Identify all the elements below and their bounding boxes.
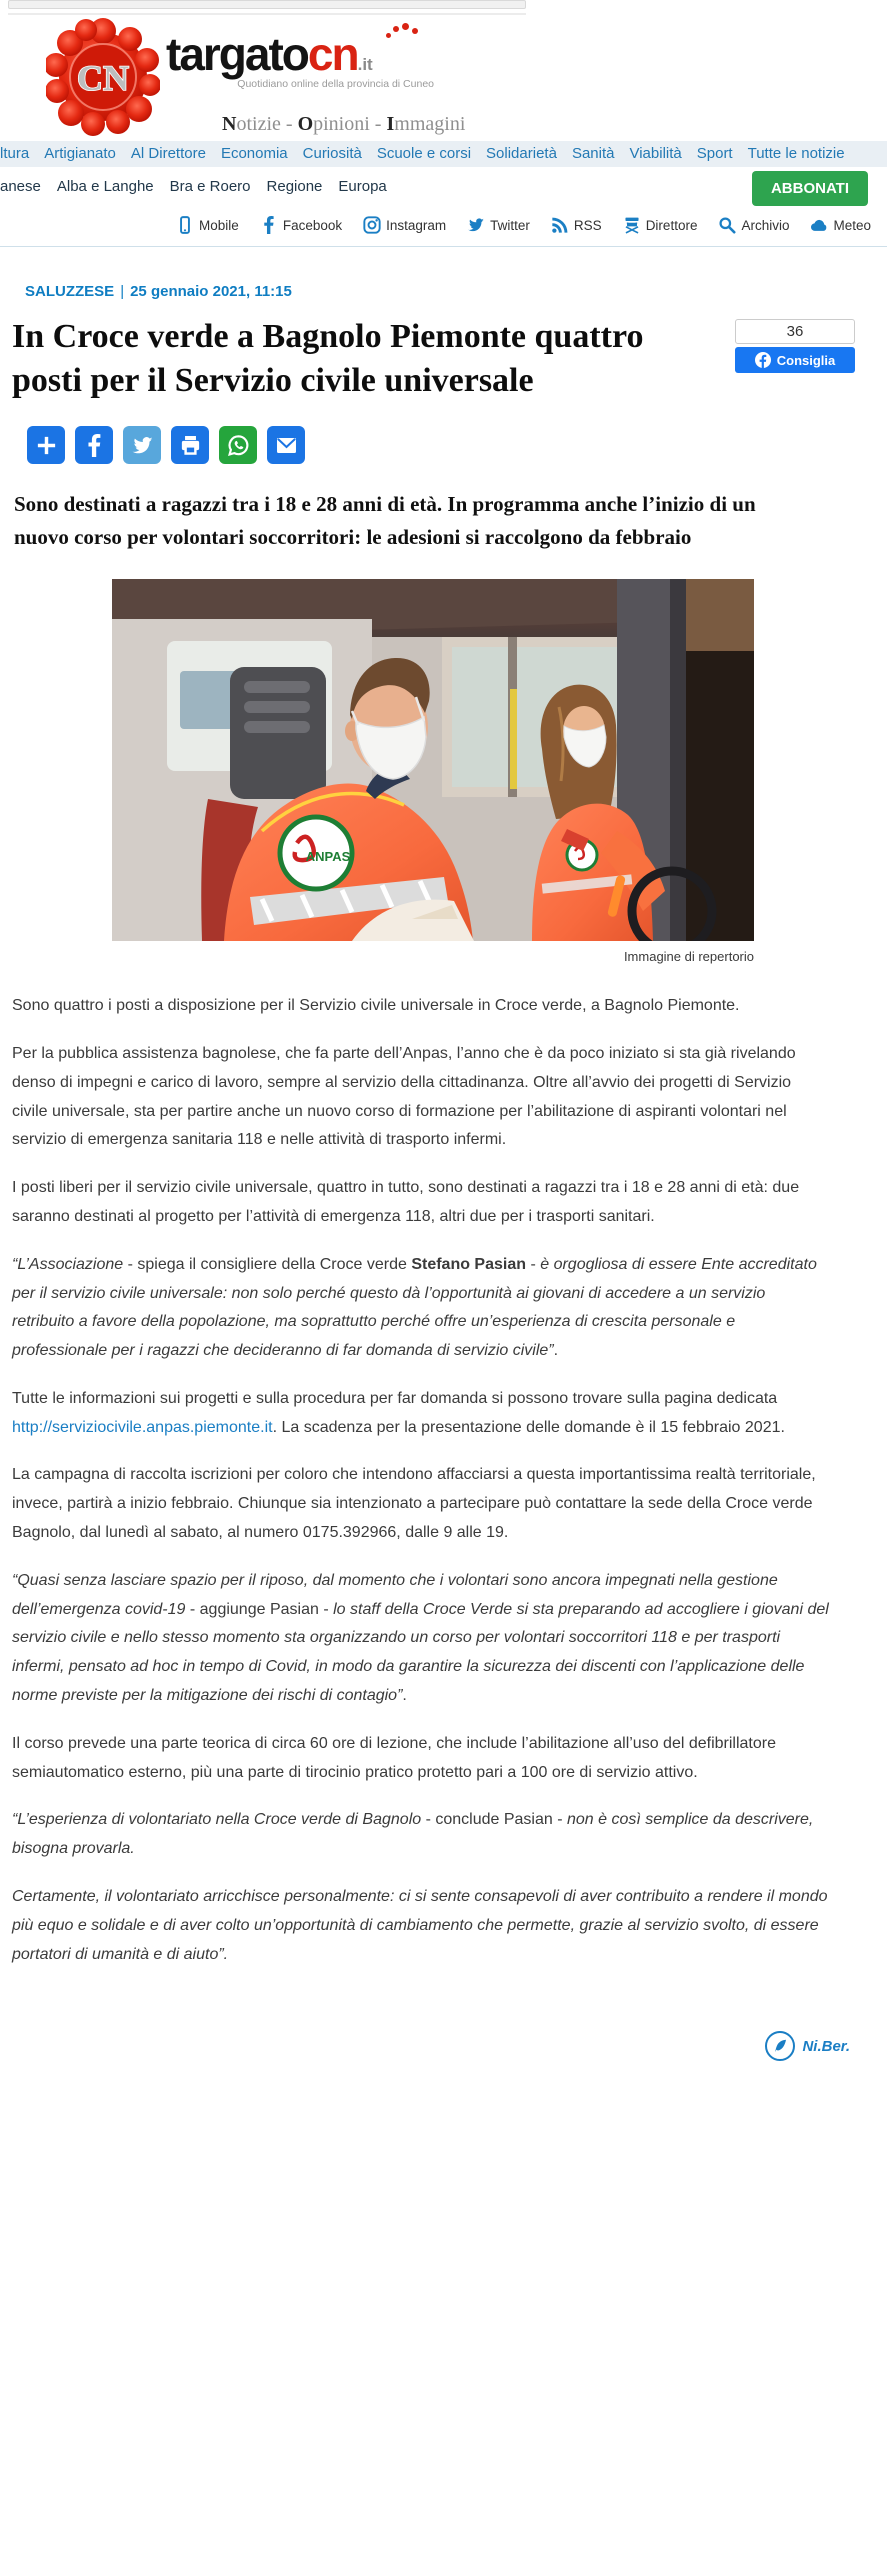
social-links-row xyxy=(0,206,887,247)
social-label: Archivio xyxy=(741,217,790,233)
article-datetime: 25 gennaio 2021, 11:15 xyxy=(130,283,292,300)
social-link-direttore[interactable] xyxy=(623,216,698,234)
article-photo-block xyxy=(112,579,754,964)
category-label[interactable]: SALUZZESE xyxy=(25,283,115,300)
article-meta xyxy=(25,283,875,300)
text-run: Stefano Pasian xyxy=(411,1255,527,1273)
twitter-share-icon xyxy=(131,434,154,457)
brand-block[interactable] xyxy=(166,28,434,90)
mobile-icon xyxy=(176,216,194,234)
whatsapp-icon xyxy=(227,434,250,457)
paragraph xyxy=(12,1883,830,1969)
text-run: . xyxy=(402,1687,407,1705)
brand-name: targato xyxy=(166,28,308,80)
subnav-item[interactable]: Regione xyxy=(266,178,323,195)
article xyxy=(0,283,887,2061)
article-title: In Croce verde a Bagnolo Piemonte quattro posti per il Servizio civile universale xyxy=(12,318,644,399)
text-run: - conclude Pasian - xyxy=(421,1811,567,1829)
brand-wordmark xyxy=(166,28,434,80)
nav-item[interactable]: Scuole e corsi xyxy=(376,145,472,162)
paragraph xyxy=(12,1174,830,1232)
paragraph xyxy=(12,1385,830,1443)
subnav-item[interactable]: anese xyxy=(0,178,41,195)
social-label: Direttore xyxy=(645,217,698,233)
rss-icon xyxy=(551,216,569,234)
text-run: - spiega il consigliere della Croce verde xyxy=(123,1255,412,1273)
brand-tagline: Quotidiano online della provincia di Cuneo xyxy=(237,78,434,90)
facebook-recommend-label: Consiglia xyxy=(776,352,836,368)
share-button-share[interactable] xyxy=(27,426,65,464)
social-label: Instagram xyxy=(386,217,447,233)
primary-nav xyxy=(0,141,887,167)
facebook-count: 36 xyxy=(735,319,855,344)
secondary-nav-items xyxy=(0,178,387,195)
social-label: Twitter xyxy=(490,217,530,233)
director-chair-icon xyxy=(623,216,641,234)
nav-item[interactable]: Sanità xyxy=(571,145,615,162)
share-button-whatsapp[interactable] xyxy=(219,426,257,464)
nav-item[interactable]: Economia xyxy=(220,145,288,162)
nav-item[interactable]: Al Direttore xyxy=(130,145,206,162)
facebook-share-icon xyxy=(83,434,106,457)
anpas-logo-text: ANPAS xyxy=(305,849,351,865)
text-run: lo staff della Croce Verde si sta preparando ad accogliere i giovani del servizio civile e nello stesso momento sta organizzando un corso per volontari soccorritori 118 e per trasporti infermi, pensato ad hoc in tempo di Covid, in modo da garantire la sicurezza dei discenti con l’applicazione delle norme previste per la mitigazione dei rischi di contagio” xyxy=(12,1600,829,1705)
facebook-circle-icon xyxy=(755,352,771,368)
social-label: Facebook xyxy=(282,217,343,233)
text-run: - xyxy=(526,1255,541,1273)
facebook-recommend-button[interactable] xyxy=(735,347,855,373)
brand-tld: .it xyxy=(357,55,373,74)
text-run: “L’Associazione xyxy=(12,1255,124,1273)
secondary-nav xyxy=(0,167,887,206)
social-link-archivio[interactable] xyxy=(718,216,789,234)
text-run: non è così semplice da descrivere, bisogna provarla. xyxy=(12,1811,814,1858)
social-link-meteo[interactable] xyxy=(810,216,871,234)
facebook-recommend-widget xyxy=(735,319,855,373)
social-label: Mobile xyxy=(199,217,239,233)
site-motto: Notizie - Opinioni - Immagini xyxy=(222,113,466,135)
nav-item[interactable]: Solidarietà xyxy=(486,145,557,162)
paragraph xyxy=(12,1806,830,1864)
byline-name: Ni.Ber. xyxy=(802,2037,850,2055)
paragraph xyxy=(12,1040,830,1155)
meta-separator: | xyxy=(120,283,125,300)
text-run: “Quasi senza lasciare spazio per il riposo, dal momento che i volontari sono ancora impegnati nella gestione dell’emergenza covid-19 xyxy=(12,1571,778,1618)
paragraph xyxy=(12,1730,830,1788)
text-run: - aggiunge Pasian - xyxy=(185,1600,334,1618)
photo-caption: Immagine di repertorio xyxy=(623,949,754,965)
text-run: . xyxy=(553,1342,559,1360)
social-label: Meteo xyxy=(833,217,871,233)
social-link-mobile[interactable] xyxy=(176,216,239,234)
subnav-item[interactable]: Bra e Roero xyxy=(169,178,251,195)
text-run: Tutte le informazioni sui progetti e sulla procedura per far domanda si possono trovare sulla pagina dedicata xyxy=(12,1389,778,1407)
quill-icon xyxy=(765,2031,795,2061)
paragraph xyxy=(12,992,830,1021)
text-run: Il corso prevede una parte teorica di circa 60 ore di lezione, che include l’abilitazione all’uso del defibrillatore semiautomatico esterno, più una parte di tirocinio pratico protetto pari a 100 ore di servizio attivo. xyxy=(12,1734,776,1781)
instagram-icon xyxy=(363,216,381,234)
subnav-item[interactable]: Alba e Langhe xyxy=(56,178,154,195)
paragraph xyxy=(12,1567,830,1711)
site-header xyxy=(0,15,887,141)
print-icon xyxy=(179,434,202,457)
nav-item[interactable]: Curiosità xyxy=(302,145,362,162)
text-run: Per la pubblica assistenza bagnolese, che fa parte dell’Anpas, l’anno che è da poco iniziato si sta già rivelando denso di impegni e carico di lavoro, sempre al servizio della cittadinanza. Oltre all’avvio dei progetti di Servizio civile universale, sta per partire anche un nuovo corso di formazione per l’abilitazione di aspiranti volontari nel servizio di emergenza sanitaria 118 e nelle attività di trasporto infermi. xyxy=(12,1044,796,1149)
share-button-twitter[interactable] xyxy=(123,426,161,464)
article-body xyxy=(12,992,830,1969)
text-run: Sono quattro i posti a disposizione per il Servizio civile universale in Croce verde, a Bagnolo Piemonte. xyxy=(12,997,740,1015)
cn-seal-logo[interactable] xyxy=(46,17,160,142)
byline xyxy=(12,2031,850,2061)
social-link-facebook[interactable] xyxy=(260,216,342,234)
subscribe-button[interactable]: ABBONATI xyxy=(752,171,868,206)
share-plus-icon xyxy=(35,434,58,457)
text-run: I posti liberi per il servizio civile universale, quattro in tutto, sono destinati a ragazzi tra i 18 e 28 anni di età: due saranno destinati al progetto per l’attività di emergenza 118, altri due per i trasporti sanitari. xyxy=(12,1179,800,1225)
paragraph xyxy=(12,1251,830,1366)
article-photo xyxy=(112,579,754,941)
text-run: . La scadenza per la presentazione delle domande è il 15 febbraio 2021. xyxy=(272,1418,785,1436)
body-link[interactable]: http://serviziocivile.anpas.piemonte.it xyxy=(12,1418,273,1436)
social-label: RSS xyxy=(573,217,602,233)
nav-item[interactable]: Tutte le notizie xyxy=(747,145,845,162)
twitter-icon xyxy=(467,216,485,234)
text-run: è orgogliosa di essere Ente accreditato per il servizio civile universale: non solo perché questo dà l’opportunità ai giovani di accedere a un servizio retribuito a favore della popolazione, ma soprattutto perché offre un’esperienza di crescita personale e professionale per i ragazzi che decideranno di far domanda di servizio civile” xyxy=(12,1255,817,1360)
cloud-icon xyxy=(810,216,828,234)
social-link-rss[interactable] xyxy=(551,216,602,234)
brand-dots-decoration xyxy=(386,23,420,41)
top-banner-strip xyxy=(8,0,526,9)
share-button-email[interactable] xyxy=(267,426,305,464)
social-link-instagram[interactable] xyxy=(363,216,446,234)
nav-item[interactable]: Artigianato xyxy=(44,145,116,162)
nav-item[interactable]: ltura xyxy=(0,145,30,162)
share-button-print[interactable] xyxy=(171,426,209,464)
search-icon xyxy=(718,216,736,234)
share-button-facebook[interactable] xyxy=(75,426,113,464)
nav-item[interactable]: Viabilità xyxy=(629,145,682,162)
brand-accent: cn xyxy=(307,28,358,80)
nav-item[interactable]: Sport xyxy=(696,145,733,162)
seal-text: CN xyxy=(77,58,129,98)
text-run: La campagna di raccolta iscrizioni per coloro che intendono affacciarsi a questa importantissima realtà territoriale, invece, partirà a inizio febbraio. Chiunque sia intenzionato a partecipare può contattare la sede della Croce verde Bagnolo, dal lunedì al sabato, al numero 0175.392966, dalle 9 alle 19. xyxy=(12,1466,816,1542)
facebook-icon xyxy=(260,216,278,234)
paragraph xyxy=(12,1461,830,1547)
bottom-whitespace xyxy=(0,2061,887,2221)
share-buttons-row xyxy=(27,426,875,464)
email-icon xyxy=(275,434,298,457)
text-run: “L’esperienza di volontariato nella Croce verde di Bagnolo xyxy=(12,1811,422,1829)
article-subtitle: Sono destinati a ragazzi tra i 18 e 28 anni di età. In programma anche l’inizio di un nuovo corso per volontari soccorritori: le adesioni si raccolgono da febbraio xyxy=(14,492,756,549)
text-run: Certamente, il volontariato arricchisce personalmente: ci si sente consapevoli di aver contribuito a rendere il mondo più equo e solidale e di aver colto un’opportunità di cambiamento che permette, grazie al servizio svolto, di essere portatori di umanità e di aiuto”. xyxy=(12,1888,828,1963)
subnav-item[interactable]: Europa xyxy=(338,178,387,195)
social-link-twitter[interactable] xyxy=(467,216,530,234)
